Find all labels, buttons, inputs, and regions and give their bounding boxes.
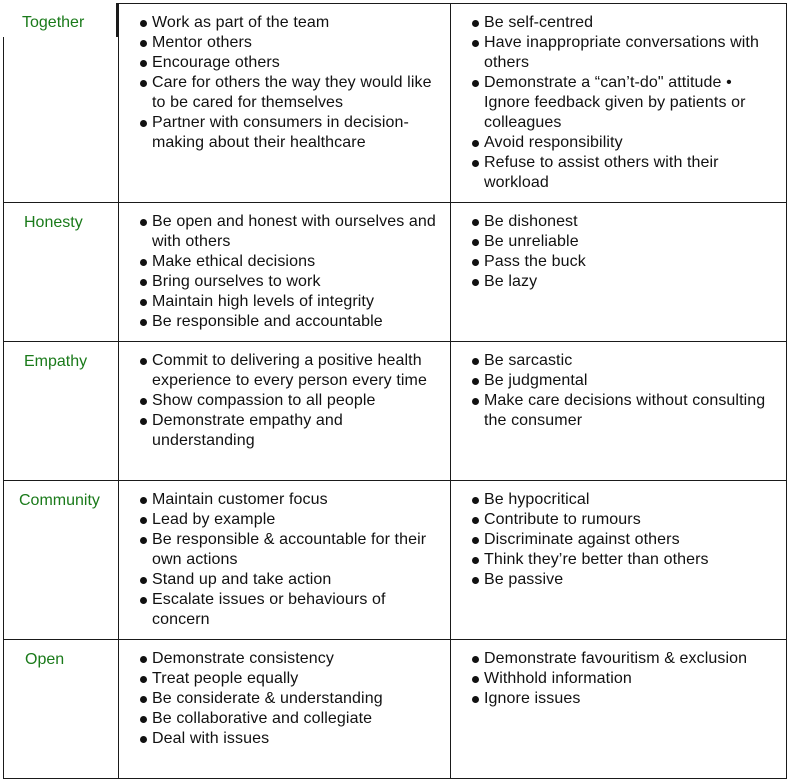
list-item: Deal with issues xyxy=(139,729,444,749)
list-item: Be responsible & accountable for their own actions xyxy=(139,530,444,570)
list-item: Have inappropriate conversations with others xyxy=(471,33,780,73)
list-item: Be responsible and accountable xyxy=(139,312,444,332)
table-row xyxy=(4,481,787,640)
table-row xyxy=(4,342,787,481)
list-item: Refuse to assist others with their workload xyxy=(471,153,780,193)
list-item: Demonstrate empathy and understanding xyxy=(139,411,444,451)
list-item: Make ethical decisions xyxy=(139,252,444,272)
list-item: Be open and honest with ourselves and with others xyxy=(139,212,444,252)
list-item: Stand up and take action xyxy=(139,570,444,590)
dont-cell xyxy=(451,342,787,481)
list-item: Think they’re better than others xyxy=(471,550,780,570)
list-item: Avoid responsibility xyxy=(471,133,780,153)
list-item: Commit to delivering a positive health experience to every person every time xyxy=(139,351,444,391)
list-item: Demonstrate favouritism & exclusion xyxy=(471,649,780,669)
list-item: Contribute to rumours xyxy=(471,510,780,530)
dont-cell xyxy=(451,203,787,342)
list-item: Lead by example xyxy=(139,510,444,530)
do-cell xyxy=(119,203,451,342)
list-item: Be hypocritical xyxy=(471,490,780,510)
list-item: Pass the buck xyxy=(471,252,780,272)
dont-list xyxy=(451,342,786,439)
value-cell xyxy=(4,640,119,779)
list-item: Demonstrate consistency xyxy=(139,649,444,669)
list-item: Work as part of the team xyxy=(139,13,444,33)
dont-list xyxy=(451,4,786,201)
value-name: Empathy xyxy=(24,353,88,370)
do-cell xyxy=(119,481,451,640)
list-item: Make care decisions without consulting the consumer xyxy=(471,391,780,431)
list-item: Be sarcastic xyxy=(471,351,780,371)
table-row xyxy=(4,640,787,779)
list-item: Maintain high levels of integrity xyxy=(139,292,444,312)
list-item: Mentor others xyxy=(139,33,444,53)
value-name: Honesty xyxy=(24,214,83,231)
list-item: Bring ourselves to work xyxy=(139,272,444,292)
dont-list xyxy=(451,481,786,598)
list-item: Be self-centred xyxy=(471,13,780,33)
do-cell xyxy=(119,342,451,481)
table-row xyxy=(4,4,787,203)
list-item: Partner with consumers in decision-making about their healthcare xyxy=(139,113,444,153)
do-cell xyxy=(119,4,451,203)
list-item: Be passive xyxy=(471,570,780,590)
dont-list xyxy=(451,640,786,717)
list-item: Escalate issues or behaviours of concern xyxy=(139,590,444,630)
value-cell xyxy=(4,481,119,640)
dont-list xyxy=(451,203,786,300)
list-item: Discriminate against others xyxy=(471,530,780,550)
dont-cell xyxy=(451,640,787,779)
do-list xyxy=(119,4,450,161)
list-item: Withhold information xyxy=(471,669,780,689)
value-name: Open xyxy=(25,651,65,668)
dont-cell xyxy=(451,481,787,640)
list-item: Be lazy xyxy=(471,272,780,292)
list-item: Be considerate & understanding xyxy=(139,689,444,709)
list-item: Be unreliable xyxy=(471,232,780,252)
list-item: Care for others the way they would like to be cared for themselves xyxy=(139,73,444,113)
list-item: Be dishonest xyxy=(471,212,780,232)
value-name-together: Together xyxy=(22,14,85,31)
list-item: Ignore issues xyxy=(471,689,780,709)
list-item: Encourage others xyxy=(139,53,444,73)
value-cell xyxy=(4,203,119,342)
list-item: Show compassion to all people xyxy=(139,391,444,411)
value-cell xyxy=(4,342,119,481)
list-item: Maintain customer focus xyxy=(139,490,444,510)
list-item: Treat people equally xyxy=(139,669,444,689)
value-name: Community xyxy=(19,492,100,509)
list-item: Demonstrate a “can’t-do" attitude • Ignore feedback given by patients or colleagues xyxy=(471,73,780,133)
do-list xyxy=(119,640,450,757)
list-item: Be judgmental xyxy=(471,371,780,391)
do-list xyxy=(119,342,450,459)
dont-cell xyxy=(451,4,787,203)
column-divider xyxy=(116,3,118,37)
do-list xyxy=(119,203,450,340)
do-list xyxy=(119,481,450,638)
table-row xyxy=(4,203,787,342)
do-cell xyxy=(119,640,451,779)
values-table xyxy=(3,3,787,779)
list-item: Be collaborative and collegiate xyxy=(139,709,444,729)
